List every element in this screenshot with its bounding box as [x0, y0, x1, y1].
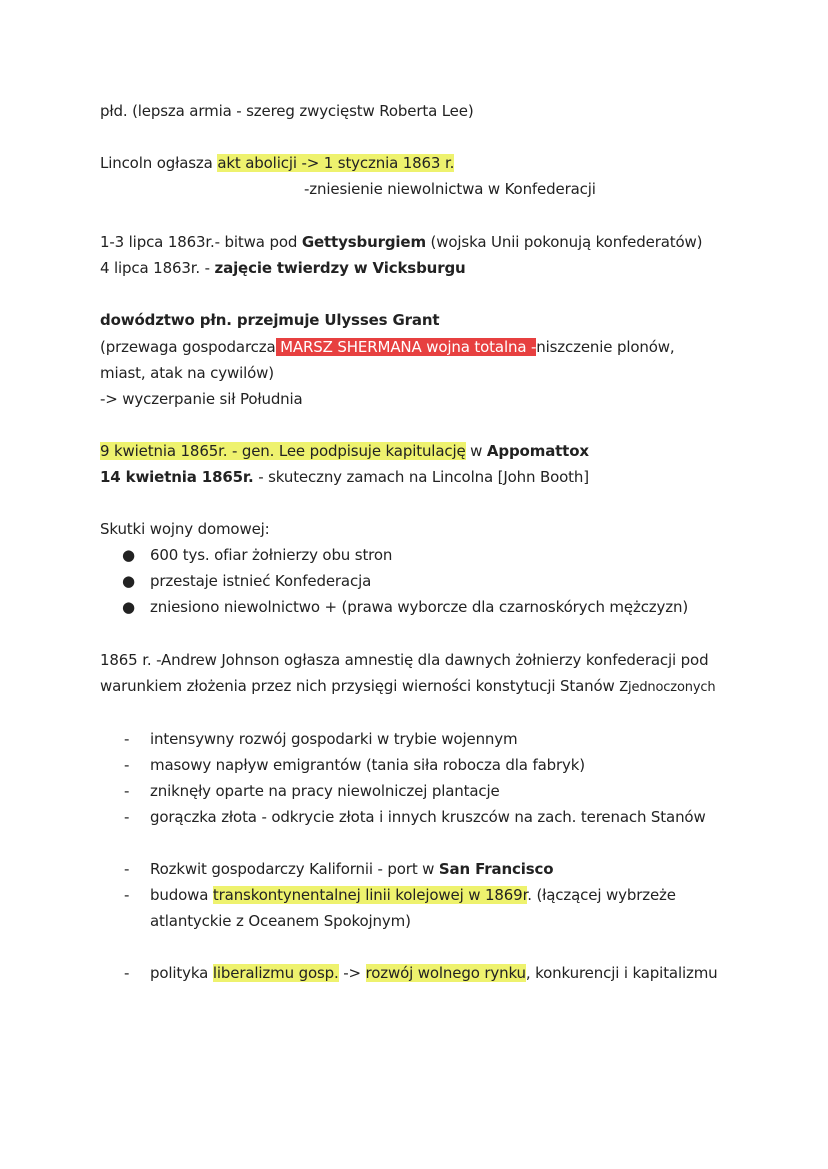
bold-text: zajęcie twierdzy w Vicksburgu	[214, 259, 466, 277]
text-line	[100, 255, 466, 281]
dash-marker: -	[124, 808, 130, 826]
text: (wojska Unii pokonują konfederatów)	[425, 233, 703, 251]
text: 1-3 lipca 1863r.- bitwa pod	[100, 233, 302, 251]
text: - skuteczny zamach na Lincolna [John Booth]	[253, 468, 589, 486]
dash-marker: -	[124, 756, 130, 774]
highlight: 9 kwietnia 1865r. - gen. Lee podpisuje kapitulację	[100, 442, 466, 460]
dash-marker: -	[124, 886, 130, 904]
text: , konkurencji i kapitalizmu	[525, 964, 718, 982]
list-item	[150, 882, 676, 908]
text: Rozkwit gospodarczy Kalifornii - port w	[150, 860, 439, 878]
text-line	[100, 98, 474, 124]
text-line	[100, 386, 303, 412]
highlight: liberalizmu gosp.	[212, 964, 339, 982]
highlight: rozwój wolnego rynku	[365, 964, 526, 982]
list-item: zniknęły oparte na pracy niewolniczej plantacje	[150, 782, 500, 800]
bullet-icon: ●	[122, 598, 136, 616]
text: Lincoln ogłasza	[100, 154, 218, 172]
list-item: gorączka złota - odkrycie złota i innych kruszców na zach. terenach Stanów	[150, 808, 706, 826]
dash-marker: -	[124, 860, 130, 878]
text-line	[100, 516, 270, 542]
text-line	[100, 673, 716, 701]
list-item: intensywny rozwój gospodarki w trybie wojennym	[150, 730, 518, 748]
list-item: 600 tys. ofiar żołnierzy obu stron	[150, 546, 393, 564]
text: Skutki wojny domowej:	[100, 520, 270, 538]
text-line	[100, 647, 708, 673]
list-item-continuation	[150, 908, 411, 934]
text-line	[304, 176, 596, 202]
dash-marker: -	[124, 964, 130, 982]
red-highlight: MARSZ SHERMANA wojna totalna -	[275, 338, 537, 356]
text: -> wyczerpanie sił Południa	[100, 390, 303, 408]
bold-text: 14 kwietnia 1865r.	[100, 468, 254, 486]
bold-text: Gettysburgiem	[301, 233, 426, 251]
bullet-icon: ●	[122, 572, 136, 590]
text: (przewaga gospodarcza	[100, 338, 276, 356]
list-item: masowy napływ emigrantów (tania siła robocza dla fabryk)	[150, 756, 585, 774]
text-line	[100, 334, 675, 360]
text-line	[100, 464, 589, 490]
text-line	[100, 150, 454, 176]
bold-text: dowództwo płn. przejmuje Ulysses Grant	[100, 311, 440, 329]
text-line	[100, 360, 274, 386]
list-item	[150, 960, 718, 986]
text: -zniesienie niewolnictwa w Konfederacji	[304, 180, 596, 198]
bold-text: San Francisco	[438, 860, 554, 878]
text: miast, atak na cywilów)	[100, 364, 274, 382]
text: polityka	[150, 964, 213, 982]
text-line	[100, 229, 702, 255]
text: 1865 r. -Andrew Johnson ogłasza amnestię dla dawnych żołnierzy konfederacji pod	[100, 651, 709, 669]
highlight: transkontynentalnej linii kolejowej w 1869r	[212, 886, 528, 904]
text: . (łączącej wybrzeże	[527, 886, 676, 904]
dash-marker: -	[124, 730, 130, 748]
dash-marker: -	[124, 782, 130, 800]
text: 4 lipca 1863r. -	[100, 259, 215, 277]
text: budowa	[150, 886, 213, 904]
text: ->	[338, 964, 366, 982]
list-item	[150, 856, 553, 882]
text-line	[100, 438, 589, 464]
list-item: zniesiono niewolnictwo + (prawa wyborcze dla czarnoskórych mężczyzn)	[150, 598, 689, 616]
text: niszczenie plonów,	[536, 338, 675, 356]
bullet-icon: ●	[122, 546, 136, 564]
highlight: akt abolicji -> 1 stycznia 1863 r.	[217, 154, 455, 172]
text: w	[465, 442, 487, 460]
list-item: przestaje istnieć Konfederacja	[150, 572, 372, 590]
text: płd. (lepsza armia - szereg zwycięstw Roberta Lee)	[100, 102, 474, 120]
text: warunkiem złożenia przez nich przysięgi wierności konstytucji Stanów	[100, 677, 620, 695]
bold-text: Appomattox	[486, 442, 589, 460]
text: atlantyckie z Oceanem Spokojnym)	[150, 912, 411, 930]
heading-line	[100, 307, 439, 333]
small-text: Zjednoczonych	[619, 680, 716, 695]
